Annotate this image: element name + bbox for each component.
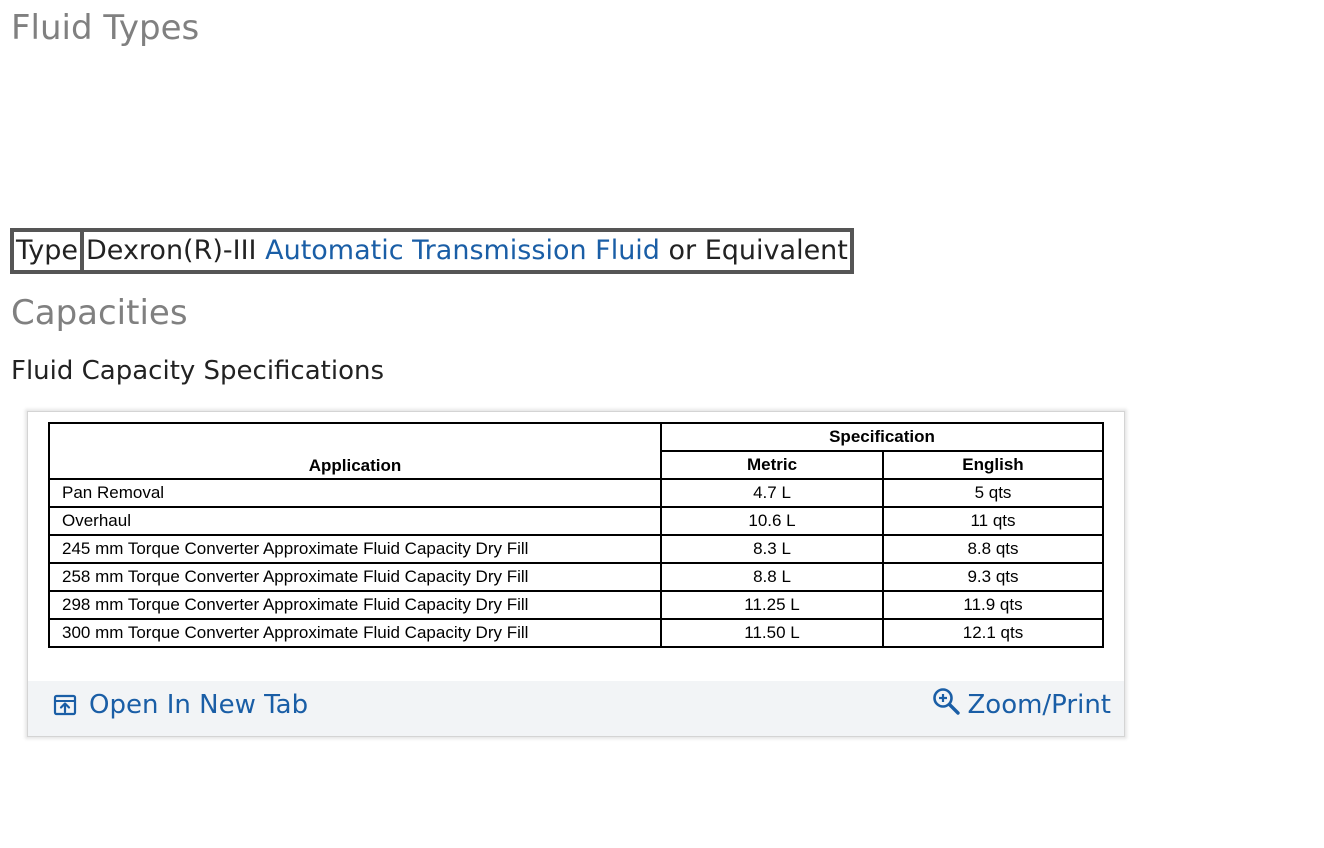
- table-row: [49, 507, 1103, 535]
- cell-metric: 11.50 L: [661, 619, 883, 647]
- cell-metric: 4.7 L: [661, 479, 883, 507]
- header-specification: Specification: [661, 423, 1103, 451]
- fluid-types-heading: Fluid Types: [11, 8, 200, 48]
- fluid-capacity-table: [48, 422, 1104, 648]
- fluid-type-table: [10, 228, 854, 274]
- cell-english: 9.3 qts: [883, 563, 1103, 591]
- table-header-row: [49, 423, 1103, 451]
- card-footer: [28, 681, 1124, 736]
- cell-application: 245 mm Torque Converter Approximate Fluid Capacity Dry Fill: [49, 535, 661, 563]
- zoom-in-icon: [931, 686, 961, 716]
- cell-english: 12.1 qts: [883, 619, 1103, 647]
- spec-image-card: [27, 411, 1125, 737]
- cell-metric: 10.6 L: [661, 507, 883, 535]
- type-label-cell: Type: [12, 230, 82, 272]
- table-row: [49, 619, 1103, 647]
- cell-application: 298 mm Torque Converter Approximate Fluid Capacity Dry Fill: [49, 591, 661, 619]
- atf-link[interactable]: Automatic Transmission Fluid: [265, 235, 660, 266]
- type-value-prefix: Dexron(R)-III: [86, 235, 266, 266]
- capacity-subheading: Fluid Capacity Specifications: [11, 356, 385, 386]
- header-english: English: [883, 451, 1103, 479]
- open-in-new-tab-label: Open In New Tab: [89, 690, 309, 720]
- cell-metric: 11.25 L: [661, 591, 883, 619]
- type-value-suffix: or Equivalent: [659, 235, 848, 266]
- cell-english: 11.9 qts: [883, 591, 1103, 619]
- cell-application: Overhaul: [49, 507, 661, 535]
- open-new-tab-icon: [53, 693, 77, 717]
- open-in-new-tab-button[interactable]: [53, 690, 308, 720]
- cell-application: Pan Removal: [49, 479, 661, 507]
- fluid-type-row: [12, 230, 852, 272]
- zoom-print-label: Zoom/Print: [967, 690, 1111, 720]
- cell-metric: 8.8 L: [661, 563, 883, 591]
- cell-english: 8.8 qts: [883, 535, 1103, 563]
- cell-english: 11 qts: [883, 507, 1103, 535]
- cell-application: 300 mm Torque Converter Approximate Fluid Capacity Dry Fill: [49, 619, 661, 647]
- table-row: [49, 591, 1103, 619]
- cell-metric: 8.3 L: [661, 535, 883, 563]
- table-row: [49, 563, 1103, 591]
- cell-english: 5 qts: [883, 479, 1103, 507]
- table-row: [49, 479, 1103, 507]
- capacities-heading: Capacities: [11, 293, 188, 333]
- header-application: Application: [49, 423, 661, 479]
- zoom-print-button[interactable]: [931, 690, 1111, 720]
- header-metric: Metric: [661, 451, 883, 479]
- type-value-cell: [82, 230, 852, 272]
- cell-application: 258 mm Torque Converter Approximate Fluid Capacity Dry Fill: [49, 563, 661, 591]
- table-row: [49, 535, 1103, 563]
